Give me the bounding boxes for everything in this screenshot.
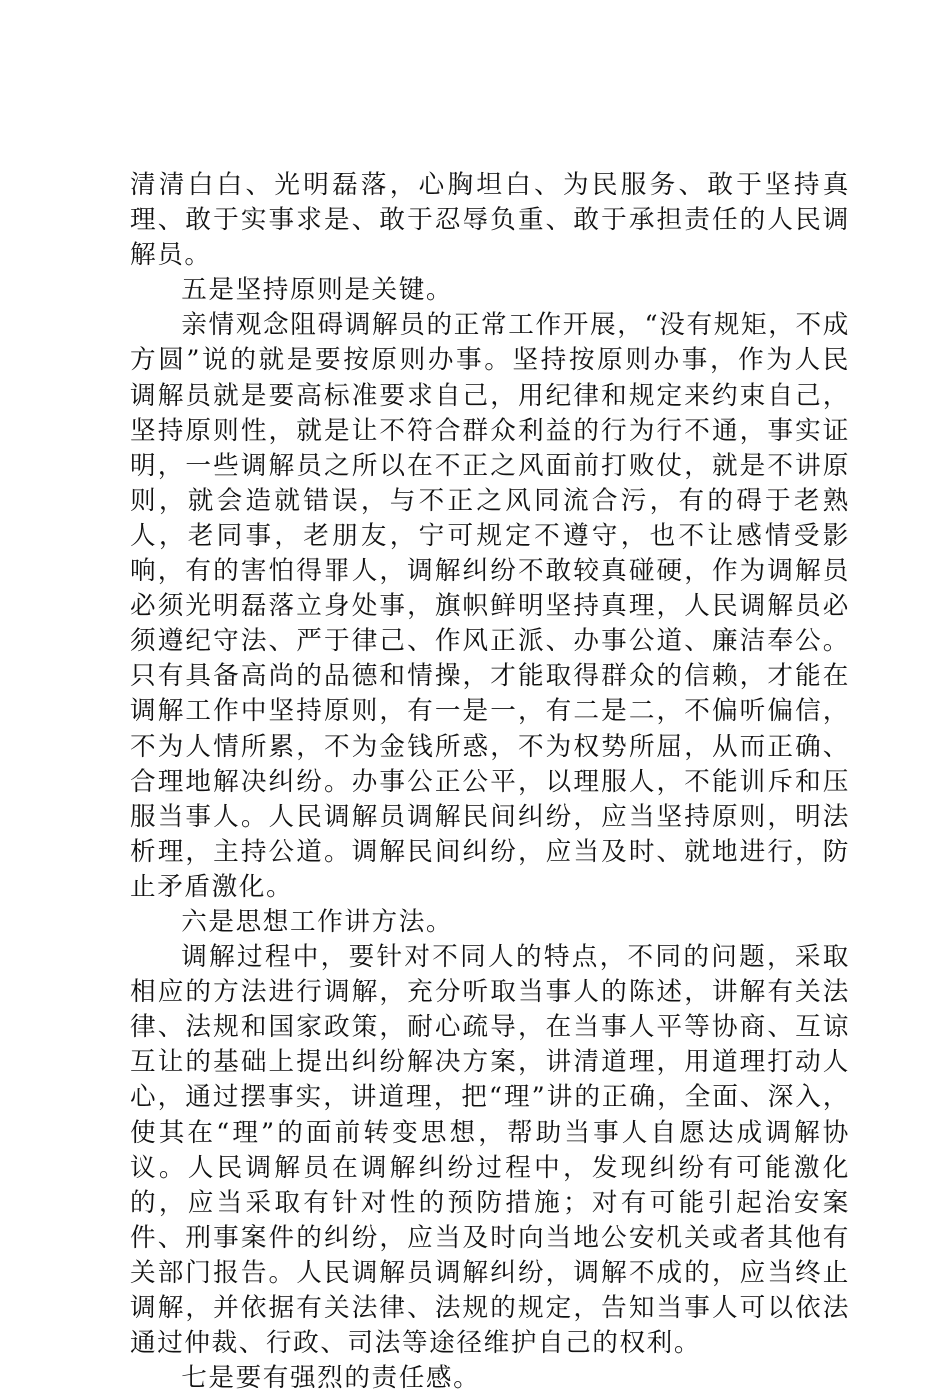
section-heading-seven: 七是要有强烈的责任感。 [181, 1363, 481, 1394]
section-heading-six: 六是思想工作讲方法。 [181, 906, 454, 937]
paragraph-continuation: 清清白白、光明磊落，心胸坦白、为民服务、敢于坚持真理、敢于实事求是、敢于忍辱负重、敢于承担责任的人民调解员。 [130, 170, 850, 271]
section-heading-five: 五是坚持原则是关键。 [181, 275, 454, 306]
document-body [130, 168, 850, 1396]
paragraph-principle: 亲情观念阻碍调解员的正常工作开展，“没有规矩，不成方圆”说的就是要按原则办事。坚持按原则办事，作为人民调解员就是要高标准要求自己，用纪律和规定来约束自己，坚持原则性，就是让不符合群众利益的行为行不通，事实证明，一些调解员之所以在不正之风面前打败仗，就是不讲原则，就会造就错误，与不正之风同流合污，有的碍于老熟人，老同事，老朋友，宁可规定不遵守，也不让感情受影响，有的害怕得罪人，调解纠纷不敢较真碰硬，作为调解员必须光明磊落立身处事，旗帜鲜明坚持真理，人民调解员必须遵纪守法、严于律己、作风正派、办事公道、廉洁奉公。只有具备高尚的品德和情操，才能取得群众的信赖，才能在调解工作中坚持原则，有一是一，有二是二，不偏听偏信，不为人情所累，不为金钱所惑，不为权势所屈，从而正确、合理地解决纠纷。办事公正公平，以理服人，不能训斥和压服当事人。人民调解员调解民间纠纷，应当坚持原则，明法析理，主持公道。调解民间纠纷，应当及时、就地进行，防止矛盾激化。 [130, 310, 850, 902]
paragraph-method: 调解过程中，要针对不同人的特点，不同的问题，采取相应的方法进行调解，充分听取当事人的陈述，讲解有关法律、法规和国家政策，耐心疏导，在当事人平等协商、互谅互让的基础上提出纠纷解决方案，讲清道理，用道理打动人心，通过摆事实，讲道理，把“理”讲的正确，全面、深入，使其在“理”的面前转变思想，帮助当事人自愿达成调解协议。人民调解员在调解纠纷过程中，发现纠纷有可能激化的，应当采取有针对性的预防措施；对有可能引起治安案件、刑事案件的纠纷，应当及时向当地公安机关或者其他有关部门报告。人民调解员调解纠纷，调解不成的，应当终止调解，并依据有关法律、法规的规定，告知当事人可以依法通过仲裁、行政、司法等途径维护自己的权利。 [130, 942, 850, 1359]
